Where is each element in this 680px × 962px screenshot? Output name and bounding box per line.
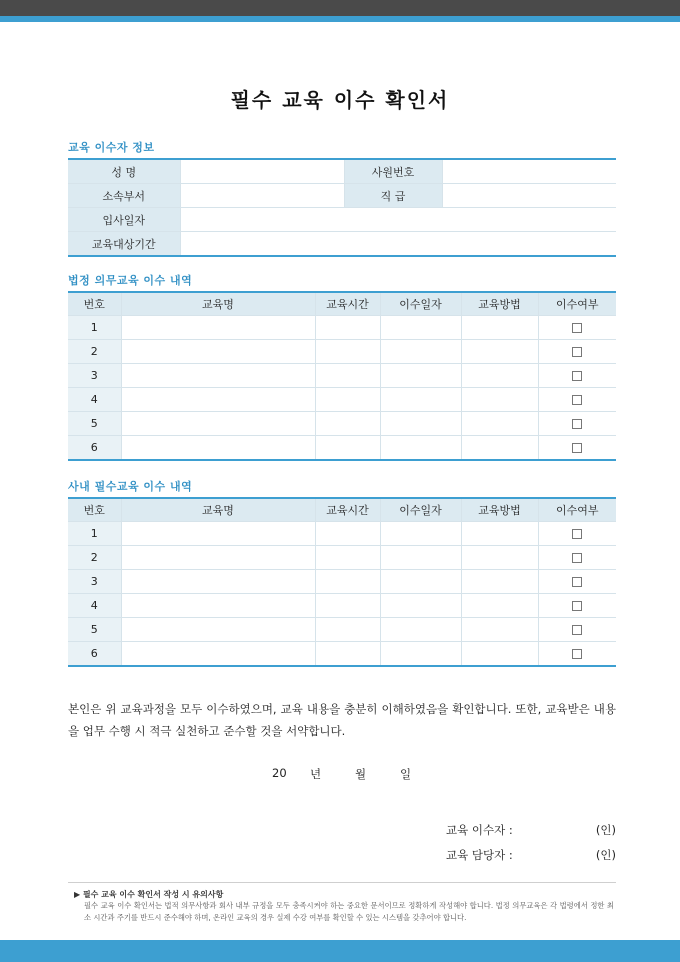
completion-checkbox[interactable]: [572, 529, 582, 539]
table-row: [68, 522, 616, 546]
method-cell[interactable]: [461, 340, 538, 364]
column-header: 이수여부: [538, 498, 616, 522]
trainee-label: 교육 이수자 :: [446, 823, 513, 837]
completion-date-cell[interactable]: [380, 364, 461, 388]
method-cell[interactable]: [461, 364, 538, 388]
method-cell[interactable]: [461, 388, 538, 412]
completion-date-cell[interactable]: [380, 594, 461, 618]
completion-date-cell[interactable]: [380, 546, 461, 570]
note-title: ▶ 필수 교육 이수 확인서 작성 시 유의사항: [74, 890, 224, 899]
column-header: 이수일자: [380, 292, 461, 316]
employee-no-label: 사원번호: [344, 159, 442, 184]
row-number: 2: [68, 546, 121, 570]
table-row: [68, 412, 616, 436]
month-label: 월: [355, 767, 367, 781]
completion-checkbox[interactable]: [572, 347, 582, 357]
row-number: 1: [68, 316, 121, 340]
completion-cell: [538, 642, 616, 667]
hours-cell[interactable]: [315, 364, 380, 388]
column-header: 교육명: [121, 292, 315, 316]
name-field[interactable]: [180, 159, 344, 184]
course-name-cell[interactable]: [121, 388, 315, 412]
completion-checkbox[interactable]: [572, 323, 582, 333]
department-label: 소속부서: [68, 184, 180, 208]
info-section-heading: 교육 이수자 정보: [68, 141, 155, 154]
completion-checkbox[interactable]: [572, 601, 582, 611]
table-row: [68, 618, 616, 642]
completion-checkbox[interactable]: [572, 577, 582, 587]
completion-checkbox[interactable]: [572, 553, 582, 563]
completion-cell: [538, 594, 616, 618]
top-bar: [0, 0, 680, 16]
method-cell[interactable]: [461, 412, 538, 436]
method-cell[interactable]: [461, 522, 538, 546]
row-number: 4: [68, 388, 121, 412]
table-row: [68, 642, 616, 667]
employee-no-field[interactable]: [442, 159, 616, 184]
completion-cell: [538, 388, 616, 412]
column-header: 교육방법: [461, 498, 538, 522]
column-header: 교육시간: [315, 498, 380, 522]
completion-checkbox[interactable]: [572, 395, 582, 405]
hours-cell[interactable]: [315, 570, 380, 594]
row-number: 3: [68, 364, 121, 388]
completion-cell: [538, 316, 616, 340]
column-header: 교육명: [121, 498, 315, 522]
hours-cell[interactable]: [315, 546, 380, 570]
completion-date-cell[interactable]: [380, 316, 461, 340]
column-header: 교육시간: [315, 292, 380, 316]
row-number: 4: [68, 594, 121, 618]
table-row: [68, 570, 616, 594]
hours-cell[interactable]: [315, 412, 380, 436]
row-number: 5: [68, 618, 121, 642]
completion-date-cell[interactable]: [380, 618, 461, 642]
completion-checkbox[interactable]: [572, 443, 582, 453]
internal-section-heading: 사내 필수교육 이수 내역: [68, 480, 193, 493]
table-row: [68, 546, 616, 570]
completion-date-cell[interactable]: [380, 522, 461, 546]
course-name-cell[interactable]: [121, 618, 315, 642]
course-name-cell[interactable]: [121, 594, 315, 618]
manager-label: 교육 담당자 :: [446, 848, 513, 862]
trainee-seal: (인): [595, 823, 616, 837]
table-row: [68, 364, 616, 388]
course-name-cell[interactable]: [121, 642, 315, 667]
completion-cell: [538, 436, 616, 461]
table-row: [68, 436, 616, 461]
completion-checkbox[interactable]: [572, 371, 582, 381]
column-header: 번호: [68, 292, 121, 316]
course-name-cell[interactable]: [121, 436, 315, 461]
year-label: 년: [310, 767, 322, 781]
hours-cell[interactable]: [315, 316, 380, 340]
completion-cell: [538, 546, 616, 570]
method-cell[interactable]: [461, 594, 538, 618]
completion-date-cell[interactable]: [380, 340, 461, 364]
completion-date-cell[interactable]: [380, 642, 461, 667]
completion-cell: [538, 340, 616, 364]
completion-date-cell[interactable]: [380, 388, 461, 412]
manager-seal: (인): [595, 848, 616, 862]
completion-cell: [538, 412, 616, 436]
hours-cell[interactable]: [315, 618, 380, 642]
completion-cell: [538, 522, 616, 546]
row-number: 6: [68, 642, 121, 667]
note-text: 필수 교육 이수 확인서는 법적 의무사항과 회사 내부 규정을 모두 충족시켜야 하는 중요한 문서이므로 정확하게 작성해야 합니다. 법정 의무교육은 각 법령에서 정한 최소 시간과 주기를 반드시 준수해야 하며, 온라인 교육의 경우 실제 수강 여부를 확인할 수 있는 시스템을 갖추어야 합니다.: [84, 901, 614, 922]
column-header: 이수일자: [380, 498, 461, 522]
trainee-info-table: [68, 158, 616, 257]
internal-education-table: [68, 497, 616, 667]
method-cell[interactable]: [461, 546, 538, 570]
rank-label: 직 급: [344, 184, 442, 208]
table-row: [68, 388, 616, 412]
row-number: 3: [68, 570, 121, 594]
year-prefix: 20: [272, 766, 287, 780]
day-label: 일: [400, 767, 412, 781]
completion-cell: [538, 618, 616, 642]
completion-checkbox[interactable]: [572, 625, 582, 635]
column-header: 번호: [68, 498, 121, 522]
row-number: 5: [68, 412, 121, 436]
legal-education-table: [68, 291, 616, 461]
completion-checkbox[interactable]: [572, 649, 582, 659]
course-name-cell[interactable]: [121, 340, 315, 364]
row-number: 2: [68, 340, 121, 364]
table-row: [68, 594, 616, 618]
hours-cell[interactable]: [315, 388, 380, 412]
page-title: 필수 교육 이수 확인서: [230, 88, 450, 112]
pledge-statement: 본인은 위 교육과정을 모두 이수하였으며, 교육 내용을 충분히 이해하였음을 확인합니다. 또한, 교육받은 내용을 업무 수행 시 적극 실천하고 준수할 것을 서약합니다.: [68, 702, 616, 738]
hire-date-label: 입사일자: [68, 208, 180, 232]
row-number: 6: [68, 436, 121, 461]
period-label: 교육대상기간: [68, 232, 180, 257]
top-accent-bar: [0, 16, 680, 22]
hours-cell[interactable]: [315, 594, 380, 618]
table-row: [68, 316, 616, 340]
column-header: 이수여부: [538, 292, 616, 316]
hours-cell[interactable]: [315, 642, 380, 667]
course-name-cell[interactable]: [121, 522, 315, 546]
method-cell[interactable]: [461, 316, 538, 340]
bottom-bar: [0, 940, 680, 962]
completion-date-cell[interactable]: [380, 570, 461, 594]
method-cell[interactable]: [461, 642, 538, 667]
department-field[interactable]: [180, 184, 344, 208]
legal-section-heading: 법정 의무교육 이수 내역: [68, 274, 193, 287]
course-name-cell[interactable]: [121, 316, 315, 340]
completion-cell: [538, 570, 616, 594]
course-name-cell[interactable]: [121, 546, 315, 570]
course-name-cell[interactable]: [121, 570, 315, 594]
hours-cell[interactable]: [315, 522, 380, 546]
table-row: [68, 340, 616, 364]
hours-cell[interactable]: [315, 340, 380, 364]
completion-date-cell[interactable]: [380, 436, 461, 461]
method-cell[interactable]: [461, 436, 538, 461]
period-field[interactable]: [180, 232, 616, 257]
method-cell[interactable]: [461, 570, 538, 594]
completion-checkbox[interactable]: [572, 419, 582, 429]
hours-cell[interactable]: [315, 436, 380, 461]
completion-date-cell[interactable]: [380, 412, 461, 436]
course-name-cell[interactable]: [121, 364, 315, 388]
note-divider: [68, 882, 616, 883]
hire-date-field[interactable]: [180, 208, 616, 232]
row-number: 1: [68, 522, 121, 546]
course-name-cell[interactable]: [121, 412, 315, 436]
method-cell[interactable]: [461, 618, 538, 642]
completion-cell: [538, 364, 616, 388]
rank-field[interactable]: [442, 184, 616, 208]
name-label: 성 명: [68, 159, 180, 184]
column-header: 교육방법: [461, 292, 538, 316]
